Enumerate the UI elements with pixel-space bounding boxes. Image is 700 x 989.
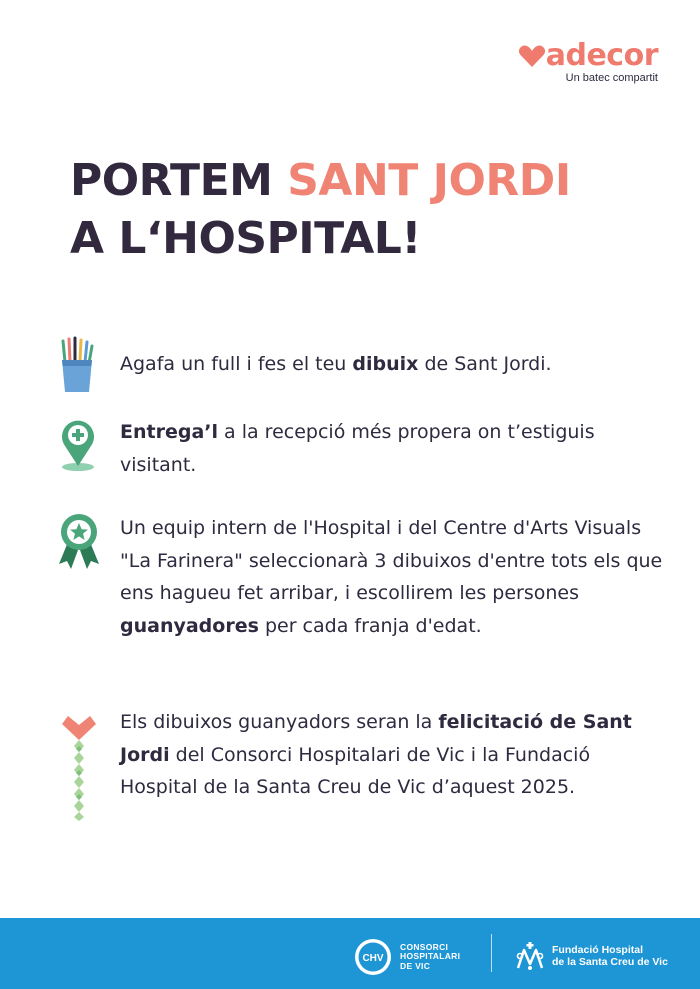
list-item bbox=[56, 706, 666, 804]
logo-text: adecor bbox=[545, 38, 658, 73]
footer-bar bbox=[0, 918, 700, 989]
chv-name: CONSORCI HOSPITALARI DE VIC bbox=[400, 941, 461, 971]
item-text: Agafa un full i fes el teu dibuix de Sant Jordi. bbox=[120, 353, 552, 375]
svg-text:CHV: CHV bbox=[362, 953, 384, 964]
list-item bbox=[56, 416, 666, 481]
pencil-cup-icon bbox=[56, 336, 102, 398]
item-text: Un equip intern de l'Hospital i del Centre d'Arts Visuals "La Farinera" seleccionarà 3 dibuixos d'entre tots els que ens hagueu fet arribar, i escollirem les persones guanyadores per cada franja d'edat. bbox=[120, 517, 663, 637]
location-pin-icon bbox=[56, 416, 102, 476]
chv-badge-icon bbox=[354, 938, 392, 976]
item-text: Els dibuixos guanyadors seran la felicitació de Sant Jordi del Consorci Hospitalari de Vic i la Fundació Hospital de la Santa Creu de Vic d’aquest 2025. bbox=[120, 711, 632, 798]
logo-tagline: Un batec compartit bbox=[565, 72, 658, 84]
title-line2: A L‘HOSPITAL! bbox=[70, 213, 421, 264]
page-title bbox=[70, 152, 571, 268]
fundacio-logo bbox=[514, 940, 668, 972]
heart-v-icon bbox=[518, 43, 546, 69]
title-highlight: SANT JORDI bbox=[287, 155, 571, 206]
chv-logo bbox=[354, 938, 460, 976]
footer-divider bbox=[491, 934, 492, 972]
list-item bbox=[56, 512, 666, 642]
fundacio-name: Fundació Hospital de la Santa Creu de Vic bbox=[552, 944, 668, 968]
fundacio-emblem-icon bbox=[514, 940, 546, 972]
logo-wordmark bbox=[518, 38, 658, 74]
heart-chain-icon bbox=[56, 706, 102, 826]
list-item bbox=[56, 336, 666, 381]
award-ribbon-icon bbox=[56, 512, 102, 576]
item-text: Entrega’l a la recepció més propera on t’estiguis visitant. bbox=[120, 421, 595, 476]
vadecor-logo bbox=[518, 38, 658, 84]
title-line1-start: PORTEM bbox=[70, 155, 288, 206]
